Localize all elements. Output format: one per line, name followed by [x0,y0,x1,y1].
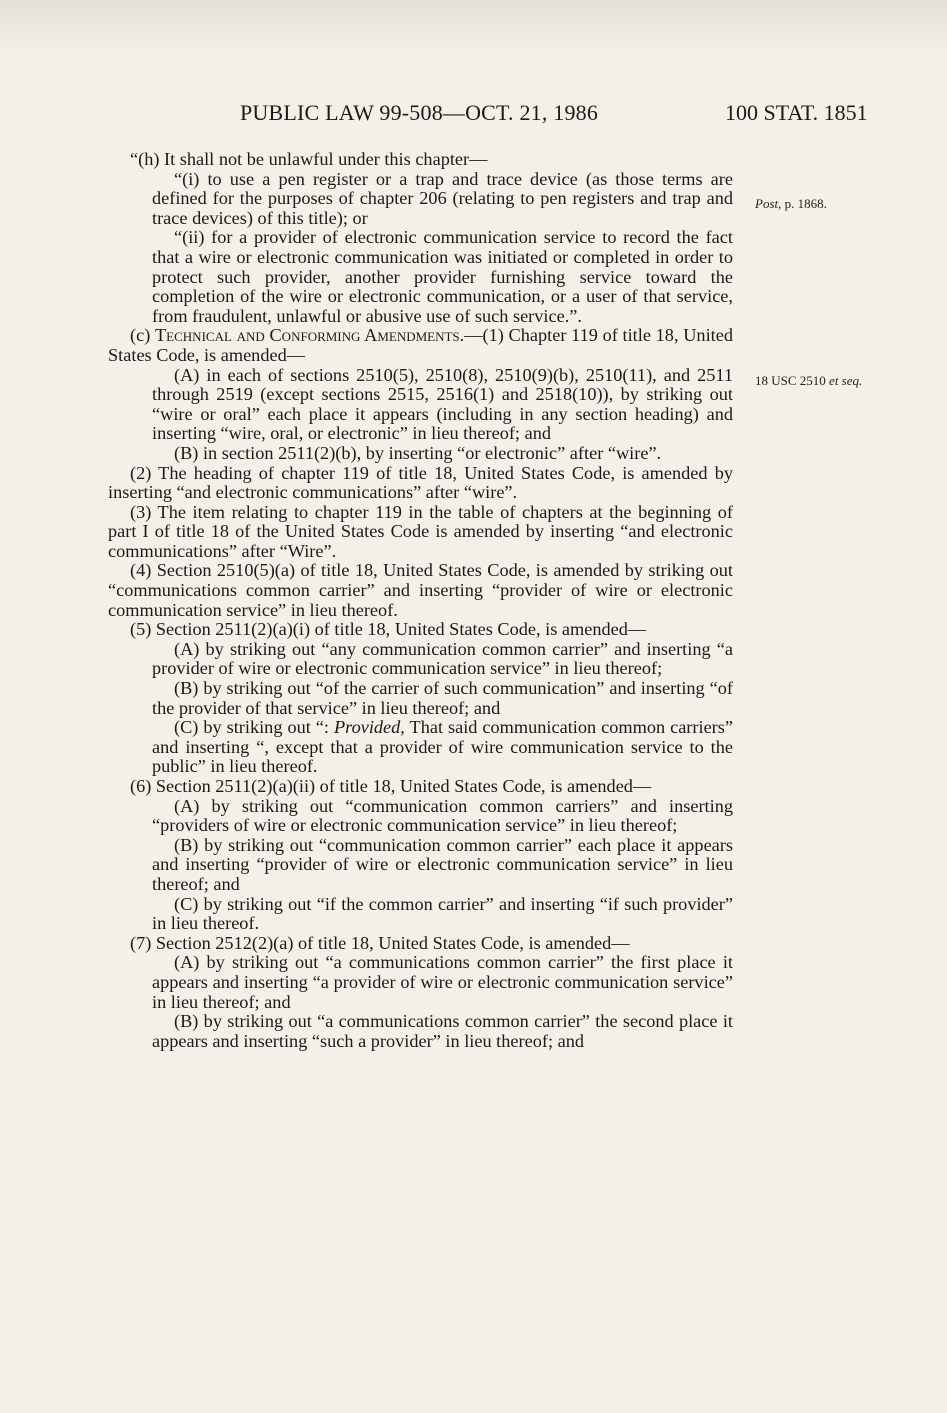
margin-note-post [755,196,827,211]
paragraph-c6-c: (C) by striking out “if the common carrier” and inserting “if such provider” in lieu thereof. [152,893,733,934]
paragraph-h: “(h) It shall not be unlawful under this chapter— [130,149,488,169]
paragraph-h-ii: “(ii) for a provider of electronic communication service to record the fact that a wire or electronic communication was initiated or completed in order to protect such provider, another provider furnishing service toward the completion of the wire or electronic communication, or a user of that service, from fraudulent, unlawful or abusive use of such service.”. [152,227,733,326]
margin-note-post-italic: Post, [755,196,782,211]
margin-note-usc-italic: et seq. [829,373,863,388]
header-title: PUBLIC LAW 99-508—OCT. 21, 1986 [240,100,599,125]
header-stat-citation: 100 STAT. 1851 [725,100,868,125]
paragraph-c6-a: (A) by striking out “communication common carriers” and inserting “providers of wire or electronic communication service” in lieu thereof; [152,795,733,836]
paragraph-c4: (4) Section 2510(5)(a) of title 18, United States Code, is amended by striking out “communications common carrier” and inserting “provider of wire or electronic communication service” in lieu thereof. [108,560,733,620]
paragraph-c2: (2) The heading of chapter 119 of title 18, United States Code, is amended by inserting “and electronic communications” after “wire”. [108,462,733,503]
paragraph-c-label: (c) [130,325,156,346]
paragraph-c-heading: Technical and Conforming Amendments [155,325,460,346]
paragraph-c7-b: (B) by striking out “a communications common carrier” the second place it appears and inserting “such a provider” in lieu thereof; and [152,1011,733,1051]
margin-note-usc [755,373,885,388]
paragraph-c-text: .—(1) Chapter 119 of title 18, United States Code, is amended— [108,325,733,365]
scan-shading [0,0,947,60]
body-text [108,150,733,1051]
paragraph-c5-c-italic: Provided, [333,717,405,738]
margin-note-post-page: p. 1868. [781,196,827,211]
paragraph-c5-c [108,718,733,777]
paragraph-c [108,326,733,365]
page-header [240,100,880,130]
paragraph-c6: (6) Section 2511(2)(a)(ii) of title 18, United States Code, is amended— [130,776,652,796]
paragraph-c7-a: (A) by striking out “a communications common carrier” the first place it appears and inserting “a provider of wire or electronic communication service” in lieu thereof; and [152,952,733,1012]
paragraph-c5-a: (A) by striking out “any communication common carrier” and inserting “a provider of wire or electronic communication service” in lieu thereof; [152,638,733,679]
paragraph-c5: (5) Section 2511(2)(a)(i) of title 18, United States Code, is amended— [130,619,647,640]
paragraph-c6-b: (B) by striking out “communication common carrier” each place it appears and inserting “provider of wire or electronic communication service” in lieu thereof; and [152,834,733,894]
paragraph-c1-b: (B) in section 2511(2)(b), by inserting “or electronic” after “wire”. [174,442,662,463]
paragraph-c5-c-start: (C) by striking out “: [174,717,334,738]
paragraph-c5-c-end: That said communication common carriers” and inserting “, except that a provider of wire communication service to the public” in lieu thereof. [152,717,733,777]
paragraph-c7: (7) Section 2512(2)(a) of title 18, United States Code, is amended— [130,932,630,953]
paragraph-h-i: “(i) to use a pen register or a trap and trace device (as those terms are defined for the purposes of chapter 206 (relating to pen registers and trap and trace devices) of this title); or [152,168,733,228]
paragraph-c1-a: (A) in each of sections 2510(5), 2510(8), 2510(9)(b), 2510(11), and 2511 through 2519 (except sections 2515, 2516(1) and 2518(10)), by striking out “wire or oral” each place it appears (including in any section heading) and inserting “wire, oral, or electronic” in lieu thereof; and [152,364,733,444]
paragraph-c3: (3) The item relating to chapter 119 in the table of chapters at the beginning of part I of title 18 of the United States Code is amended by inserting “and electronic communications” after “Wire”. [108,501,733,561]
paragraph-c5-b: (B) by striking out “of the carrier of such communication” and inserting “of the provider of that service” in lieu thereof; and [152,678,733,718]
margin-note-usc-cite: 18 USC 2510 [755,373,830,388]
